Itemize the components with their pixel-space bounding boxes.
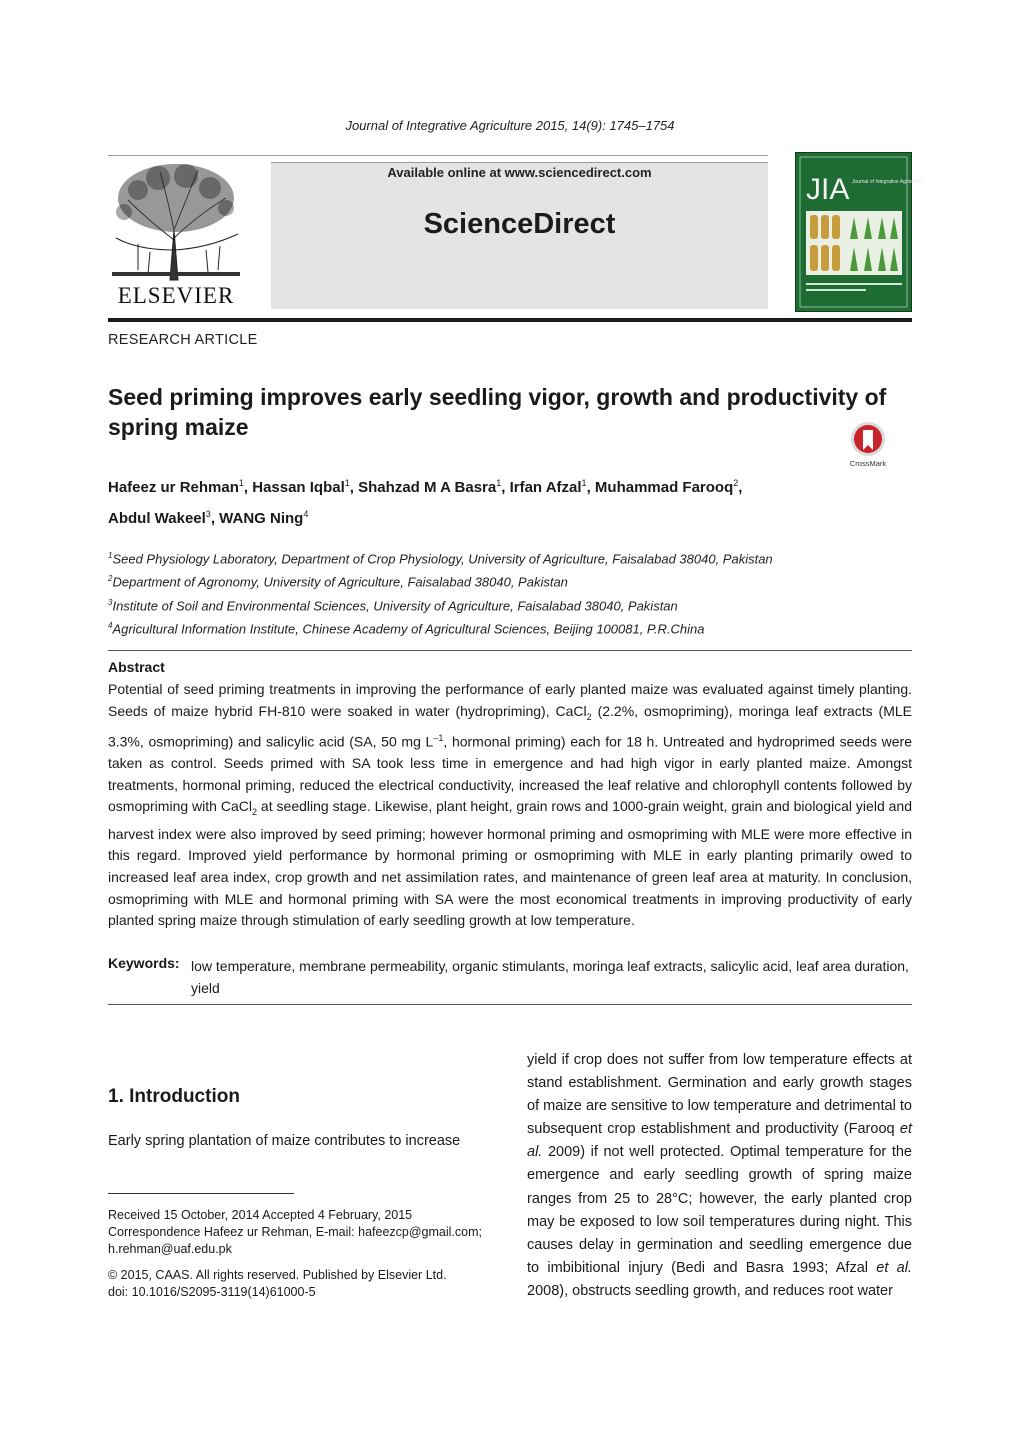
article-title: Seed priming improves early seedling vigor, growth and productivity of spring maize xyxy=(108,384,887,440)
crossmark-badge[interactable] xyxy=(846,420,890,468)
received-accepted: Received 15 October, 2014 Accepted 4 February, 2015 xyxy=(108,1208,413,1222)
journal-citation: Journal of Integrative Agriculture 2015, 14(9): 1745–1754 xyxy=(345,118,675,133)
correspondence: Correspondence Hafeez ur Rehman, E-mail: hafeezcp@gmail.com; h.rehman@uaf.edu.pk xyxy=(108,1225,482,1256)
author: Shahzad M A Basra$^1$, xyxy=(358,478,510,496)
affiliation: $^3$Institute of Soil and Environmental Sciences, University of Agriculture, Faisalabad 38040, Pakistan xyxy=(108,597,678,613)
available-online-text[interactable]: Available online at www.sciencedirect.com xyxy=(387,165,652,180)
footnote-rule xyxy=(108,1193,294,1194)
abstract-top-rule xyxy=(108,650,912,651)
intro-left-text: Early spring plantation of maize contributes to increase xyxy=(108,1133,461,1149)
affiliation: $^2$Department of Agronomy, University of Agriculture, Faisalabad 38040, Pakistan xyxy=(108,574,568,590)
author: Hassan Iqbal$^1$, xyxy=(252,478,359,496)
sciencedirect-title: ScienceDirect xyxy=(423,208,616,240)
elsevier-wordmark: ELSEVIER xyxy=(117,283,235,308)
author: Hafeez ur Rehman$^1$, xyxy=(108,478,253,496)
keywords-label: Keywords: xyxy=(108,955,180,971)
crossmark-label: CrossMark xyxy=(849,459,887,468)
keywords-bottom-rule xyxy=(108,1004,912,1005)
header-top-rule xyxy=(108,155,768,156)
author: Irfan Afzal$^1$, xyxy=(509,478,595,496)
copyright: © 2015, CAAS. All rights reserved. Published by Elsevier Ltd. xyxy=(108,1268,447,1282)
intro-right-text: yield if crop does not suffer from low temperature effects at stand establishment. Germination and early growth stages of maize are sensitive to low temperature and detrimental to subsequent crop establishment and productivity (Farooq et al. 2009) if not well protected. Optimal temperature for the emergence and early seedling growth of spring maize ranges from 25 to 28°C; however, the early planted crop may be exposed to low soil temperatures during night. This causes delay in germination and seedling emergence due to imbibitional injury (Bedi and Basra 1993; Afzal et al. 2008), obstructs seedling growth, and reduces root water xyxy=(527,1052,912,1299)
cover-subtitle: Journal of Integrative Agriculture xyxy=(852,179,924,185)
abstract-heading: Abstract xyxy=(108,659,165,675)
article-type: RESEARCH ARTICLE xyxy=(108,332,258,348)
journal-cover xyxy=(795,152,924,312)
affiliation-list xyxy=(108,546,918,639)
author: Muhammad Farooq$^2$, xyxy=(594,478,743,496)
author: Abdul Wakeel$^3$, xyxy=(108,509,220,527)
tree-icon xyxy=(108,160,244,282)
abstract-text: Potential of seed priming treatments in improving the performance of early planted maize was evaluated against timely planting. Seeds of maize hybrid FH-810 were soaked in water (hydropriming), CaCl$_2$ (2.2%, osmopriming), moringa leaf extracts (MLE 3.3%, osmopriming) and salicylic acid (SA, 50 mg $L^{-1}$, hormonal priming) each for 18 h. Untreated and hydroprimed seeds were taken as control. Seeds primed with SA took less time in emergence and had high vigor in early planted maize. Amongst treatments, hormonal priming, reduced the electrical conductivity, increased the leaf relative and chlorophyll contents followed by osmopriming with CaCl$_2$ at seedling stage. Likewise, plant height, grain rows and 1000-grain weight, grain and biological yield and harvest index were also improved by seed priming; however hormonal priming and osmopriming with MLE were more effective in this regard. Improved yield performance by hormonal priming or osmopriming with MLE in early planting primarily owed to increased leaf area index, crop growth and net assimilation rates, and maintenance of green leaf area at maturity. In conclusion, osmopriming with MLE and hormonal priming with SA were the most economical treatments in improving productivity of early planted spring maize through stimulation of early seedling growth at low temperature. xyxy=(108,681,913,929)
header-bottom-rule xyxy=(108,318,912,322)
author-list xyxy=(108,470,828,532)
journal-cover-art xyxy=(796,153,924,311)
cover-brand: JIA xyxy=(806,173,850,206)
intro-heading: 1. Introduction xyxy=(108,1086,240,1107)
keywords-text: low temperature, membrane permeability, organic stimulants, moringa leaf extracts, salicylic acid, leaf area duration, yield xyxy=(191,958,909,996)
author: WANG Ning$^4$ xyxy=(219,509,309,527)
affiliation: $^1$Seed Physiology Laboratory, Department of Crop Physiology, University of Agriculture, Faisalabad 38040, Pakistan xyxy=(108,551,773,567)
affiliation: $^4$Agricultural Information Institute, Chinese Academy of Agricultural Sciences, Beijing 100081, P.R.China xyxy=(108,620,705,637)
crossmark-icon xyxy=(846,420,890,468)
doi[interactable]: doi: 10.1016/S2095-3119(14)61000-5 xyxy=(108,1285,316,1299)
